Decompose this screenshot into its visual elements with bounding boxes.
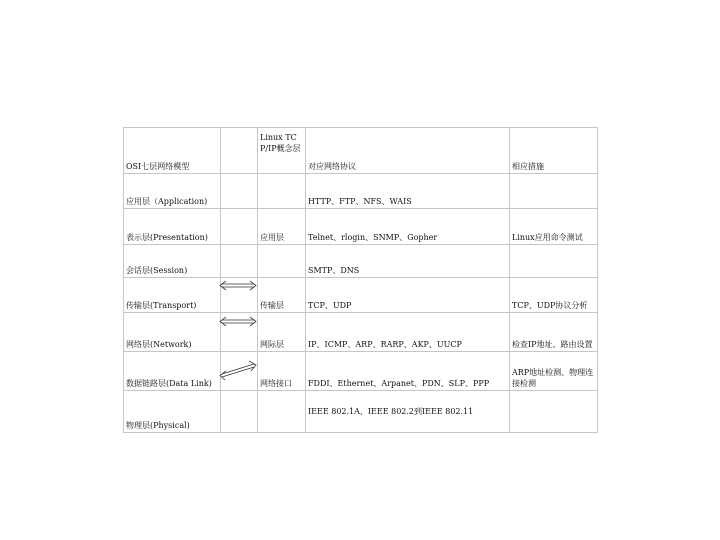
protocols-cell: IP、ICMP、ARP、RARP、AKP、UUCP <box>306 313 510 352</box>
arrow-gap-cell <box>221 209 258 245</box>
table-row <box>124 391 598 433</box>
arrow-gap-cell <box>221 352 258 391</box>
osi-layer-cell: 数据链路层(Data Link) <box>124 352 221 391</box>
arrow-gap-cell <box>221 245 258 278</box>
osi-layer-cell: 表示层(Presentation) <box>124 209 221 245</box>
tcpip-layer-cell: 网际层 <box>258 313 306 352</box>
protocols-cell: SMTP、DNS <box>306 245 510 278</box>
measures-cell <box>510 391 598 433</box>
protocols-cell: Telnet、rlogin、SNMP、Gopher <box>306 209 510 245</box>
header-row <box>124 128 598 174</box>
table-row <box>124 174 598 209</box>
tcpip-layer-cell: 应用层 <box>258 209 306 245</box>
tcpip-layer-cell: 网络接口 <box>258 352 306 391</box>
tcpip-layer-cell: 传输层 <box>258 278 306 313</box>
tcpip-layer-cell <box>258 391 306 433</box>
osi-tcpip-table <box>123 127 598 433</box>
arrow-gap-cell <box>221 128 258 174</box>
arrow-gap-cell <box>221 174 258 209</box>
header-measures: 相应措施 <box>510 128 598 174</box>
protocols-cell: TCP、UDP <box>306 278 510 313</box>
osi-layer-cell: 应用层（Application) <box>124 174 221 209</box>
osi-layer-cell: 网络层(Network) <box>124 313 221 352</box>
arrow-gap-cell <box>221 278 258 313</box>
measures-cell: Linux应用命令测试 <box>510 209 598 245</box>
arrow-gap-cell <box>221 313 258 352</box>
table-row <box>124 352 598 391</box>
protocols-cell: IEEE 802.1A、IEEE 802.2到IEEE 802.11 <box>306 391 510 433</box>
osi-layer-cell: 会话层(Session) <box>124 245 221 278</box>
protocols-cell: HTTP、FTP、NFS、WAIS <box>306 174 510 209</box>
tcpip-layer-cell <box>258 245 306 278</box>
measures-cell: 检查IP地址、路由设置 <box>510 313 598 352</box>
table-row <box>124 313 598 352</box>
measures-cell <box>510 174 598 209</box>
protocols-cell: FDDI、Ethernet、Arpanet、PDN、SLP、PPP <box>306 352 510 391</box>
measures-cell <box>510 245 598 278</box>
osi-layer-cell: 物理层(Physical) <box>124 391 221 433</box>
arrow-gap-cell <box>221 391 258 433</box>
table-row <box>124 209 598 245</box>
measures-cell: TCP、UDP协议分析 <box>510 278 598 313</box>
header-tcpip: Linux TCP/IP概念层 <box>258 128 306 174</box>
tcpip-layer-cell <box>258 174 306 209</box>
osi-layer-cell: 传输层(Transport) <box>124 278 221 313</box>
table-row <box>124 278 598 313</box>
table-row <box>124 245 598 278</box>
header-osi: OSI七层网络模型 <box>124 128 221 174</box>
measures-cell: ARP地址检测、物理连接检测 <box>510 352 598 391</box>
header-protocols: 对应网络协议 <box>306 128 510 174</box>
